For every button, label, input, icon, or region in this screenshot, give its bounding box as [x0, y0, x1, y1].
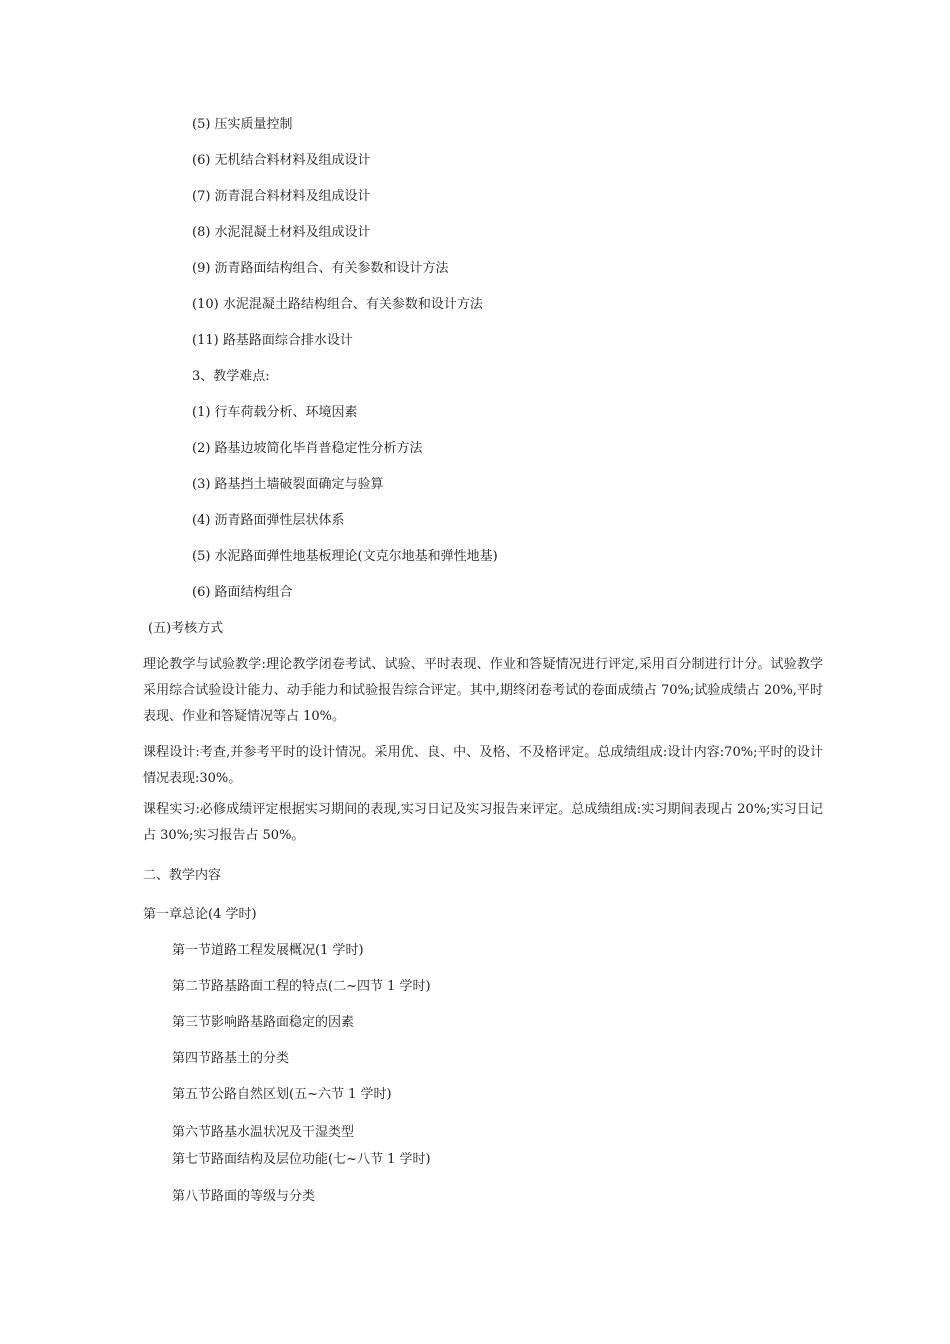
- section-item: 第一节道路工程发展概况(1 学时): [172, 943, 364, 958]
- chapter-heading: 第一章总论(4 学时): [143, 907, 257, 922]
- list-item: (10) 水泥混凝土路结构组合、有关参数和设计方法: [192, 297, 483, 312]
- list-item: (11) 路基路面综合排水设计: [192, 333, 353, 348]
- list-item: (9) 沥青路面结构组合、有关参数和设计方法: [192, 261, 449, 276]
- list-item: (1) 行车荷载分析、环境因素: [192, 405, 358, 420]
- list-item: (3) 路基挡土墙破裂面确定与验算: [192, 477, 384, 492]
- list-item: (6) 路面结构组合: [192, 585, 293, 600]
- section-item: 第三节影响路基路面稳定的因素: [172, 1015, 355, 1030]
- section-item: 第八节路面的等级与分类: [172, 1189, 316, 1204]
- list-item: (7) 沥青混合料材料及组成设计: [192, 189, 371, 204]
- design-paragraph: 课程设计:考查,并参考平时的设计情况。采用优、良、中、及格、不及格评定。总成绩组成:设计内容:70%;平时的设计情况表现:30%。: [143, 745, 823, 786]
- difficulty-heading: 3、教学难点:: [192, 369, 270, 384]
- section-item: 第六节路基水温状况及干湿类型: [172, 1125, 355, 1140]
- theory-paragraph: 理论教学与试验教学:理论教学闭卷考试、试验、平时表现、作业和答疑情况进行评定,采用百分制进行计分。试验教学采用综合试验设计能力、动手能力和试验报告综合评定。其中,期终闭卷考试的卷面成绩占 70%;试验成绩占 20%,平时表现、作业和答疑情况等占 10%。: [143, 657, 823, 724]
- list-item: (6) 无机结合料材料及组成设计: [192, 153, 371, 168]
- section-item: 第七节路面结构及层位功能(七~八节 1 学时): [172, 1152, 431, 1167]
- assessment-heading: (五)考核方式: [148, 621, 224, 636]
- list-item: (2) 路基边坡简化毕肖普稳定性分析方法: [192, 441, 423, 456]
- section-item: 第二节路基路面工程的特点(二~四节 1 学时): [172, 979, 431, 994]
- section-item: 第五节公路自然区划(五~六节 1 学时): [172, 1087, 392, 1102]
- list-item: (5) 水泥路面弹性地基板理论(文克尔地基和弹性地基): [192, 549, 498, 564]
- list-item: (5) 压实质量控制: [192, 117, 293, 132]
- section-item: 第四节路基土的分类: [172, 1051, 290, 1066]
- list-item: (8) 水泥混凝土材料及组成设计: [192, 225, 371, 240]
- section-heading: 二、教学内容: [143, 868, 222, 883]
- list-item: (4) 沥青路面弹性层状体系: [192, 513, 345, 528]
- practice-paragraph: 课程实习:必修成绩评定根据实习期间的表现,实习日记及实习报告来评定。总成绩组成:实习期间表现占 20%;实习日记占 30%;实习报告占 50%。: [143, 802, 823, 843]
